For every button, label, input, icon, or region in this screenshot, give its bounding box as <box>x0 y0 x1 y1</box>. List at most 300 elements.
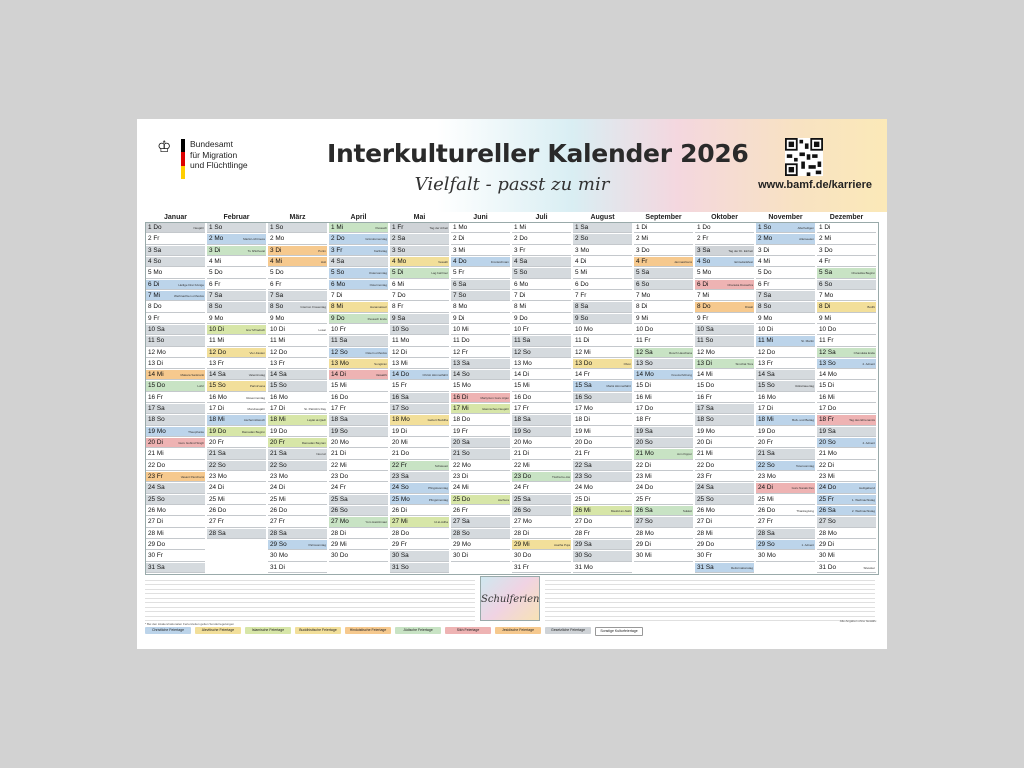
day-cell <box>817 517 876 527</box>
holiday-label: 1. Weihnachtstag <box>851 497 875 502</box>
legend-item: Alevitische Feiertage <box>195 627 241 634</box>
day-cell <box>207 325 266 335</box>
month-header: September <box>645 214 682 221</box>
day-cell <box>390 223 449 233</box>
day-label: 30 Mi <box>819 552 835 560</box>
day-cell <box>695 280 754 290</box>
day-cell <box>329 348 388 358</box>
day-cell <box>573 359 632 369</box>
month-column <box>268 223 329 574</box>
day-label: 12 Sa <box>819 348 836 356</box>
day-cell <box>390 314 449 324</box>
day-cell <box>390 246 449 256</box>
day-cell <box>756 234 815 244</box>
day-cell <box>390 449 449 459</box>
day-cell <box>146 381 205 391</box>
day-cell <box>146 370 205 380</box>
day-cell <box>207 472 266 482</box>
day-label: 21 Di <box>514 450 529 458</box>
day-cell <box>268 246 327 256</box>
day-cell <box>268 415 327 425</box>
day-label: 14 Mo <box>819 371 837 379</box>
day-cell <box>634 517 693 527</box>
day-label: 30 Di <box>453 552 468 560</box>
day-cell <box>268 336 327 346</box>
holiday-label: Allerseelen <box>799 237 814 242</box>
day-cell <box>695 223 754 233</box>
day-label: 16 Fr <box>697 393 712 401</box>
day-cell <box>695 359 754 369</box>
day-label: 17 Sa <box>697 405 714 413</box>
day-cell <box>756 540 815 550</box>
day-cell <box>817 223 876 233</box>
day-cell <box>451 540 510 550</box>
day-cell <box>390 563 449 573</box>
day-cell <box>146 506 205 516</box>
day-cell <box>756 280 815 290</box>
day-cell <box>634 529 693 539</box>
day-cell <box>146 472 205 482</box>
day-cell <box>268 506 327 516</box>
day-label: 9 Di <box>453 314 465 322</box>
day-cell <box>695 234 754 244</box>
day-label: 24 Di <box>209 484 224 492</box>
day-label: 22 So <box>270 461 287 469</box>
day-cell <box>512 483 571 493</box>
day-cell <box>268 302 327 312</box>
day-label: 22 So <box>209 461 226 469</box>
day-label: 27 Mo <box>514 518 532 526</box>
day-cell <box>146 325 205 335</box>
day-cell <box>512 404 571 414</box>
day-cell <box>268 359 327 369</box>
day-cell <box>817 404 876 414</box>
day-label: 23 So <box>575 473 592 481</box>
month-column <box>573 223 634 574</box>
day-label: 31 Fr <box>514 563 529 571</box>
day-cell <box>573 393 632 403</box>
holiday-label: Hanamatsuri <box>369 305 387 310</box>
legend-item: Sikh Feiertage <box>445 627 491 634</box>
day-cell <box>756 472 815 482</box>
day-cell <box>756 314 815 324</box>
day-cell <box>756 449 815 459</box>
day-cell <box>573 268 632 278</box>
day-label: 10 Do <box>636 325 654 333</box>
day-cell <box>329 336 388 346</box>
day-cell <box>207 438 266 448</box>
day-label: 16 Fr <box>148 393 163 401</box>
day-label: 3 Fr <box>331 246 343 254</box>
day-cell <box>146 268 205 278</box>
day-cell <box>817 280 876 290</box>
day-label: 7 Do <box>392 291 406 299</box>
day-label: 23 Mi <box>819 473 835 481</box>
day-cell <box>756 223 815 233</box>
day-label: 9 Fr <box>697 314 709 322</box>
day-label: 2 So <box>575 235 589 243</box>
day-label: 21 Fr <box>575 450 590 458</box>
day-label: 19 Mi <box>575 427 591 435</box>
day-cell <box>756 517 815 527</box>
day-label: 25 Di <box>575 495 590 503</box>
holiday-label: Vasant Panchami <box>180 475 204 480</box>
day-cell <box>268 404 327 414</box>
bamf-logo <box>157 139 267 179</box>
day-cell <box>207 404 266 414</box>
day-cell <box>634 348 693 358</box>
month-column <box>634 223 695 574</box>
day-cell <box>268 393 327 403</box>
day-cell <box>451 257 510 267</box>
day-cell <box>634 449 693 459</box>
day-label: 22 Mi <box>331 461 347 469</box>
day-cell <box>207 381 266 391</box>
day-label: 5 Do <box>209 269 223 277</box>
day-cell <box>146 415 205 425</box>
day-cell <box>634 336 693 346</box>
holiday-label: Pessach Ende <box>367 316 387 321</box>
day-cell <box>146 449 205 459</box>
day-cell <box>451 381 510 391</box>
day-label: 11 Mi <box>758 337 774 345</box>
day-label: 9 Sa <box>392 314 406 322</box>
school-holidays-badge: Schulferien <box>480 576 540 621</box>
day-label: 24 Di <box>758 484 773 492</box>
holiday-label: Ramadan Beginn <box>241 429 265 434</box>
day-cell <box>695 291 754 301</box>
day-label: 13 Mo <box>514 359 532 367</box>
qr-code-icon[interactable] <box>785 138 823 176</box>
day-cell <box>451 551 510 561</box>
day-label: 26 Sa <box>819 507 836 514</box>
day-label: 28 Sa <box>209 529 226 537</box>
day-cell <box>268 257 327 267</box>
holiday-label: Vier-Fasten <box>249 350 265 355</box>
holiday-label: Nouruz <box>316 452 326 457</box>
day-cell <box>695 393 754 403</box>
day-cell <box>207 370 266 380</box>
day-cell <box>756 551 815 561</box>
day-cell <box>512 495 571 505</box>
month-header: April <box>350 214 367 221</box>
day-label: 24 Sa <box>148 484 165 492</box>
day-cell <box>817 415 876 425</box>
day-cell <box>451 506 510 516</box>
holiday-label: Sukkot <box>682 509 692 513</box>
day-label: 9 Mi <box>636 314 649 322</box>
day-label: 22 Mi <box>514 461 530 469</box>
day-label: 7 Fr <box>575 291 587 299</box>
day-cell <box>817 483 876 493</box>
day-cell <box>817 506 876 516</box>
legend-item: Gesetzliche Feiertage <box>545 627 591 634</box>
day-label: 13 Fr <box>270 359 285 367</box>
day-cell <box>268 280 327 290</box>
day-label: 7 Mo <box>819 291 834 299</box>
day-cell <box>695 404 754 414</box>
day-cell <box>451 348 510 358</box>
day-label: 15 Do <box>148 382 166 390</box>
day-label: 31 So <box>392 563 409 571</box>
day-label: 5 So <box>331 269 345 277</box>
day-label: 24 Do <box>819 484 837 492</box>
month-column <box>451 223 512 574</box>
holiday-label: Ostern orthodox <box>365 350 387 355</box>
day-cell <box>512 257 571 267</box>
day-label: 23 Fr <box>697 473 712 481</box>
day-cell <box>573 325 632 335</box>
holiday-label: 2. Advent <box>862 361 875 366</box>
day-label: 28 Sa <box>758 529 775 537</box>
day-cell <box>329 461 388 471</box>
holidays-table-left <box>145 576 475 621</box>
day-label: 26 So <box>514 507 531 514</box>
holiday-label: Pessach <box>375 226 387 230</box>
day-cell <box>512 540 571 550</box>
day-cell <box>512 529 571 539</box>
day-cell <box>512 472 571 482</box>
day-label: 7 So <box>453 291 467 299</box>
holiday-label: Valentinstag <box>248 373 265 378</box>
org-line: für Migration <box>190 149 238 160</box>
holiday-label: Id al-Adha <box>434 520 448 525</box>
day-cell <box>695 563 754 573</box>
day-cell <box>634 415 693 425</box>
day-cell <box>451 246 510 256</box>
month-header-row <box>145 214 877 222</box>
day-label: 16 Do <box>331 393 349 401</box>
day-label: 4 Sa <box>331 257 345 265</box>
day-cell <box>512 449 571 459</box>
holiday-label: Losar <box>318 327 326 332</box>
day-label: 26 Mi <box>575 507 591 514</box>
day-label: 6 Di <box>148 280 160 288</box>
day-label: 6 Mo <box>514 280 529 288</box>
day-cell <box>451 472 510 482</box>
day-label: 11 Fr <box>636 337 651 345</box>
day-cell <box>451 404 510 414</box>
day-cell <box>146 234 205 244</box>
day-cell <box>634 438 693 448</box>
day-label: 17 Sa <box>148 405 165 413</box>
day-label: 3 Do <box>819 246 833 254</box>
day-label: 9 Mi <box>819 314 832 322</box>
day-cell <box>268 529 327 539</box>
holiday-label: Geburt Buddha <box>427 418 448 423</box>
holiday-label: Obon <box>623 361 631 366</box>
day-cell <box>207 359 266 369</box>
day-label: 14 So <box>453 371 470 379</box>
disclaimer-note: Alle Angaben ohne Gewähr. <box>839 619 877 623</box>
holiday-label: Islamisches Neujahr <box>481 407 509 412</box>
day-label: 17 Di <box>209 405 224 413</box>
holidays-table-row <box>145 617 475 622</box>
day-cell <box>451 427 510 437</box>
day-label: 15 Sa <box>575 382 592 390</box>
day-label: 24 Fr <box>331 484 346 492</box>
day-label: 23 Sa <box>392 473 409 481</box>
day-label: 15 Fr <box>392 382 407 390</box>
holiday-label: Tag der Arbeit <box>429 226 448 230</box>
day-label: 27 Do <box>575 518 593 526</box>
day-label: 7 Di <box>331 291 343 299</box>
day-cell <box>512 506 571 516</box>
day-cell <box>695 495 754 505</box>
day-cell <box>329 427 388 437</box>
day-label: 20 Fr <box>270 439 285 447</box>
day-cell <box>634 291 693 301</box>
day-cell <box>817 381 876 391</box>
day-cell <box>634 495 693 505</box>
holiday-label: Reformationstag <box>730 565 753 570</box>
day-label: 16 Mi <box>636 393 652 401</box>
day-label: 29 Mo <box>453 540 471 548</box>
day-label: 11 So <box>697 337 714 345</box>
day-cell <box>573 472 632 482</box>
career-url[interactable]: www.bamf.de/karriere <box>758 179 872 191</box>
day-cell <box>329 257 388 267</box>
day-label: 30 So <box>575 552 592 560</box>
holiday-label: Holi <box>320 259 326 264</box>
day-label: 2 Do <box>331 235 345 243</box>
day-label: 26 Sa <box>636 507 653 514</box>
day-label: 5 Do <box>758 269 772 277</box>
day-cell <box>512 370 571 380</box>
day-cell <box>329 438 388 448</box>
month-column <box>146 223 207 574</box>
day-label: 18 Sa <box>514 416 531 424</box>
day-cell <box>390 348 449 358</box>
day-label: 5 Di <box>392 269 404 277</box>
day-cell <box>817 234 876 244</box>
day-cell <box>207 517 266 527</box>
day-label: 26 Mo <box>148 507 166 514</box>
day-label: 1 So <box>209 224 223 231</box>
day-cell <box>146 461 205 471</box>
day-label: 12 So <box>331 348 348 356</box>
day-cell <box>329 370 388 380</box>
day-cell <box>756 529 815 539</box>
holiday-label: Gründonnerstag <box>365 237 387 242</box>
day-cell <box>512 336 571 346</box>
day-label: 24 Do <box>636 484 654 492</box>
day-cell <box>695 449 754 459</box>
day-label: 17 Mo <box>575 405 593 413</box>
day-cell <box>390 415 449 425</box>
day-cell <box>146 280 205 290</box>
day-label: 16 Do <box>514 393 532 401</box>
day-cell <box>268 563 327 573</box>
day-cell <box>695 268 754 278</box>
day-label: 8 Mo <box>453 303 468 311</box>
day-label: 6 So <box>819 280 833 288</box>
day-cell <box>512 415 571 425</box>
day-cell <box>756 325 815 335</box>
day-label: 2 Di <box>453 235 465 243</box>
day-cell <box>146 563 205 573</box>
day-label: 1 Mi <box>331 224 344 231</box>
day-cell <box>695 472 754 482</box>
day-cell <box>146 291 205 301</box>
day-cell <box>207 302 266 312</box>
day-label: 11 So <box>148 337 165 345</box>
day-label: 12 Do <box>209 348 227 356</box>
day-label: 8 Di <box>636 303 648 311</box>
day-label: 9 Mo <box>270 314 285 322</box>
day-label: 1 Do <box>697 224 711 231</box>
day-cell <box>512 381 571 391</box>
holiday-label: Laylat al-Qadr <box>307 418 326 423</box>
day-label: 25 Mi <box>270 495 286 503</box>
day-label: 6 Mo <box>331 280 346 288</box>
day-label: 5 Do <box>270 269 284 277</box>
day-label: 30 Fr <box>697 552 712 560</box>
month-column <box>390 223 451 574</box>
day-cell <box>451 495 510 505</box>
day-cell <box>573 302 632 312</box>
day-label: 8 Mi <box>514 303 527 311</box>
day-label: 18 So <box>148 416 165 424</box>
day-label: 30 Fr <box>148 552 163 560</box>
legend-item: Jesidische Feiertage <box>495 627 541 634</box>
day-cell <box>573 381 632 391</box>
day-label: 13 Sa <box>453 359 470 367</box>
day-cell <box>512 461 571 471</box>
day-cell <box>756 302 815 312</box>
day-label: 19 Mo <box>148 427 166 435</box>
day-cell <box>817 438 876 448</box>
day-label: 15 Do <box>697 382 715 390</box>
day-cell <box>695 325 754 335</box>
day-label: 5 Fr <box>453 269 465 277</box>
day-cell <box>451 234 510 244</box>
day-cell <box>329 551 388 561</box>
holiday-label: Jom Kippur <box>676 452 692 457</box>
day-cell <box>207 415 266 425</box>
day-label: 26 So <box>331 507 348 514</box>
day-cell <box>634 325 693 335</box>
day-cell <box>390 551 449 561</box>
day-cell <box>207 495 266 505</box>
day-cell <box>207 449 266 459</box>
day-cell <box>451 359 510 369</box>
day-label: 28 Sa <box>270 529 287 537</box>
day-label: 20 Sa <box>453 439 470 447</box>
day-label: 10 Di <box>209 325 224 333</box>
day-label: 10 Sa <box>148 325 165 333</box>
day-label: 6 Sa <box>453 280 467 288</box>
day-cell <box>451 325 510 335</box>
day-label: 17 Di <box>758 405 773 413</box>
day-cell <box>695 529 754 539</box>
day-label: 23 Do <box>331 473 349 481</box>
day-label: 25 So <box>697 495 714 503</box>
calendar-poster <box>137 119 887 649</box>
day-label: 27 Fr <box>270 518 285 526</box>
day-cell <box>756 370 815 380</box>
holiday-label: Kreuzerhöhung <box>671 373 692 378</box>
german-flag-icon <box>181 139 185 179</box>
day-cell <box>451 415 510 425</box>
day-cell <box>451 268 510 278</box>
day-label: 12 Mi <box>575 348 591 356</box>
day-label: 17 Fr <box>514 405 529 413</box>
day-cell <box>329 472 388 482</box>
day-label: 9 Do <box>514 314 528 322</box>
month-header: Mai <box>413 214 426 221</box>
day-cell <box>390 325 449 335</box>
